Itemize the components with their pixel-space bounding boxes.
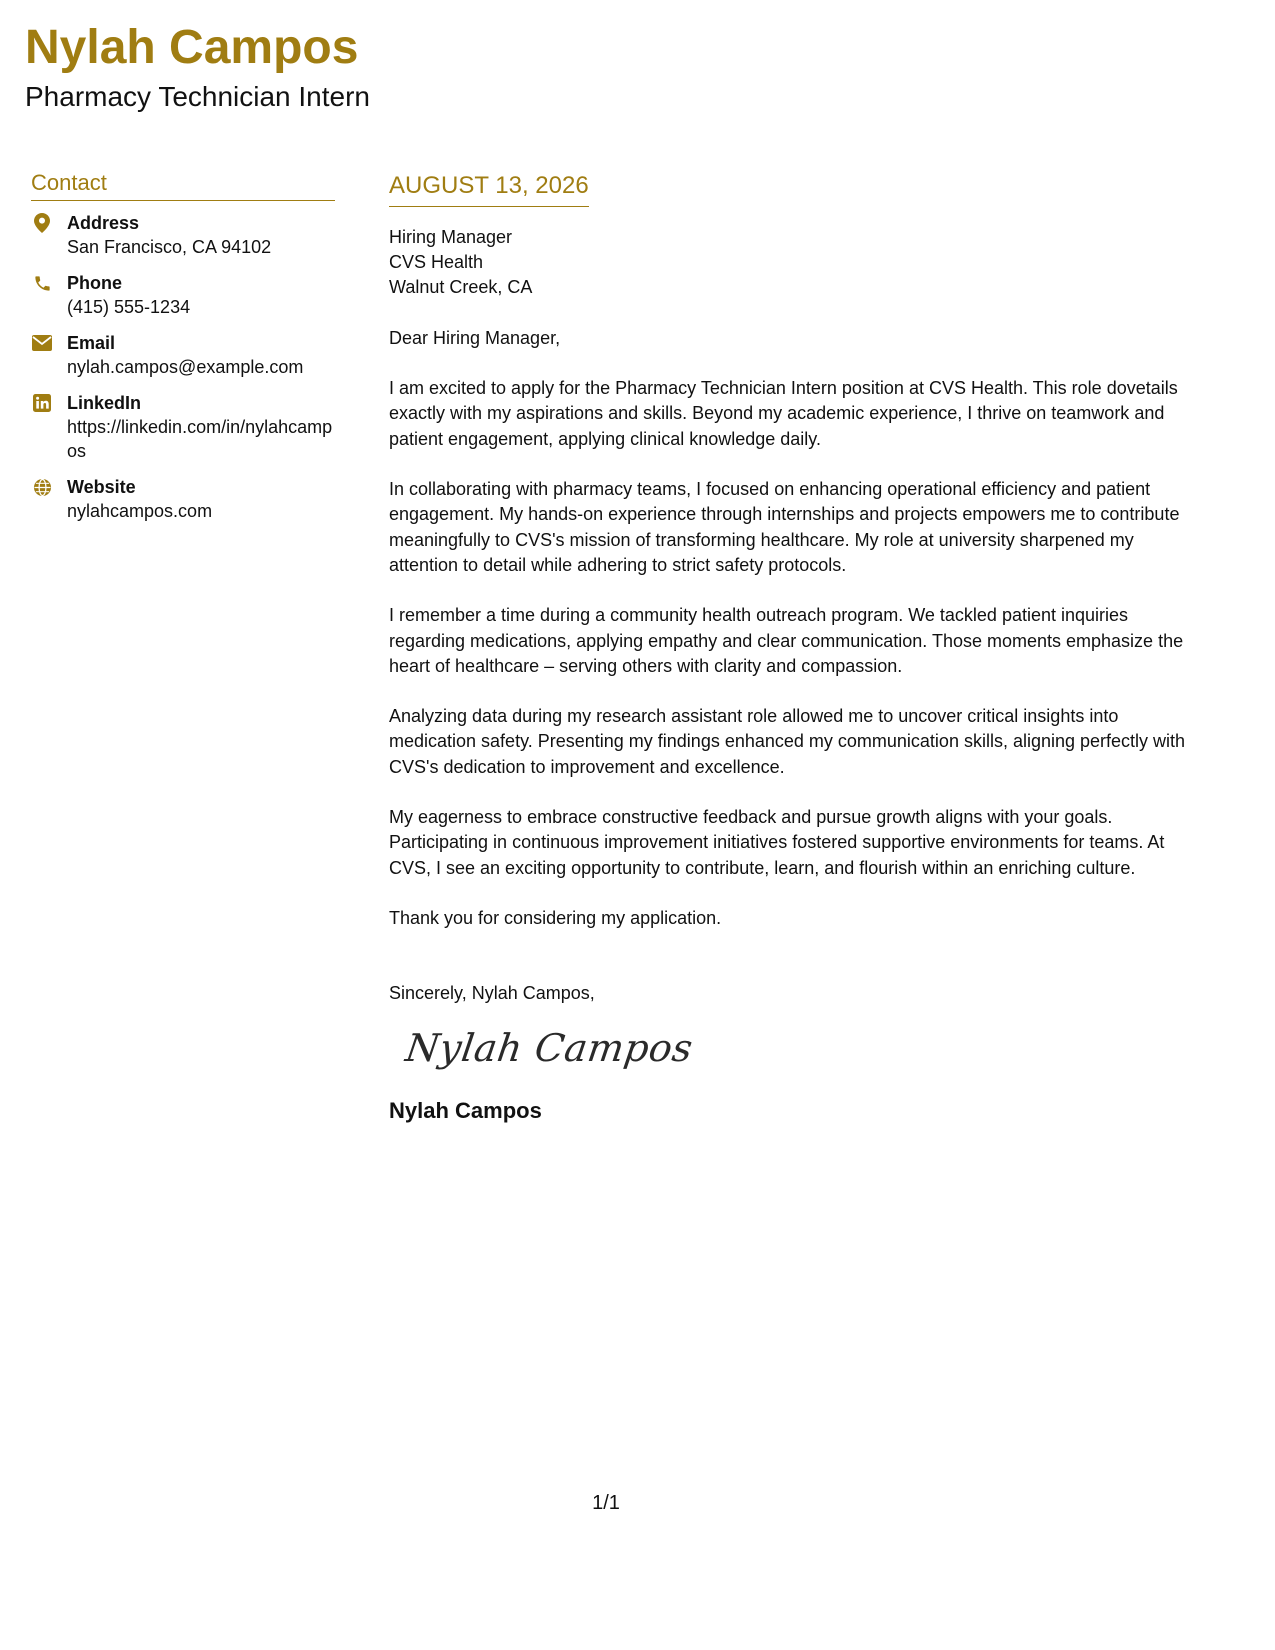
letter-date: AUGUST 13, 2026	[389, 170, 589, 207]
contact-email-value[interactable]: nylah.campos@example.com	[67, 357, 304, 378]
contact-website-value[interactable]: nylahcampos.com	[67, 501, 213, 522]
letter-paragraph: My eagerness to embrace constructive feedback and pursue growth aligns with your goals. Participating in continuous improvement initiatives fostered supportive environments for teams. At CVS, I see an exciting opportunity to contribute, learn, and flourish within an enriching culture.	[389, 807, 1165, 878]
phone-icon	[31, 272, 53, 294]
recipient-line: CVS Health	[389, 252, 484, 273]
recipient-block	[389, 225, 1199, 300]
recipient-line: Walnut Creek, CA	[389, 277, 533, 298]
contact-website-label: Website	[67, 477, 136, 498]
contact-linkedin	[31, 391, 335, 463]
contact-phone	[31, 271, 335, 319]
letter-paragraph: Analyzing data during my research assistant role allowed me to uncover critical insights into medication safety. Presenting my findings enhanced my communication skills, aligning perfectly with CVS's dedication to improvement and excellence.	[389, 706, 1186, 777]
contact-address-label: Address	[67, 213, 140, 234]
applicant-job-title: Pharmacy Technician Intern	[25, 81, 370, 112]
contact-email	[31, 331, 335, 379]
globe-icon	[31, 476, 53, 498]
map-pin-icon	[31, 212, 53, 234]
contact-heading: Contact	[31, 170, 335, 201]
salutation: Dear Hiring Manager,	[389, 328, 561, 349]
letter-paragraph: In collaborating with pharmacy teams, I focused on enhancing operational efficiency and patient engagement. My hands-on experience through internships and projects empowers me to contribute meaningfully to CVS's mission of transforming healthcare. My role at university sharpened my attention to detail while adhering to strict safety protocols.	[389, 479, 1180, 575]
contact-address	[31, 211, 335, 259]
contact-sidebar	[31, 170, 335, 535]
closing-line: Sincerely, Nylah Campos,	[389, 983, 595, 1004]
contact-linkedin-value[interactable]: https://linkedin.com/in/nylahcampos	[67, 417, 333, 462]
signer-name: Nylah Campos	[389, 1098, 542, 1124]
contact-linkedin-label: LinkedIn	[67, 393, 142, 414]
applicant-name: Nylah Campos	[25, 21, 359, 74]
recipient-line: Hiring Manager	[389, 227, 513, 248]
page-number: 1/1	[592, 1492, 620, 1514]
letter-paragraph: I am excited to apply for the Pharmacy Technician Intern position at CVS Health. This role dovetails exactly with my aspirations and skills. Beyond my academic experience, I thrive on teamwork and patient engagement, applying clinical knowledge daily.	[389, 378, 1178, 449]
letter-paragraph: Thank you for considering my application.	[389, 907, 722, 928]
contact-email-label: Email	[67, 333, 116, 354]
envelope-icon	[31, 332, 53, 354]
contact-address-value: San Francisco, CA 94102	[67, 237, 272, 258]
letter-paragraph: I remember a time during a community health outreach program. We tackled patient inquiries regarding medications, applying empathy and clear communication. Those moments emphasize the heart of healthcare – serving others with clarity and compassion.	[389, 605, 1184, 676]
contact-website	[31, 475, 335, 523]
contact-phone-label: Phone	[67, 273, 123, 294]
handwritten-signature: Nylah Campos	[402, 1026, 696, 1071]
letter-body	[389, 170, 1199, 1124]
contact-phone-value: (415) 555-1234	[67, 297, 191, 318]
linkedin-icon	[31, 392, 53, 414]
